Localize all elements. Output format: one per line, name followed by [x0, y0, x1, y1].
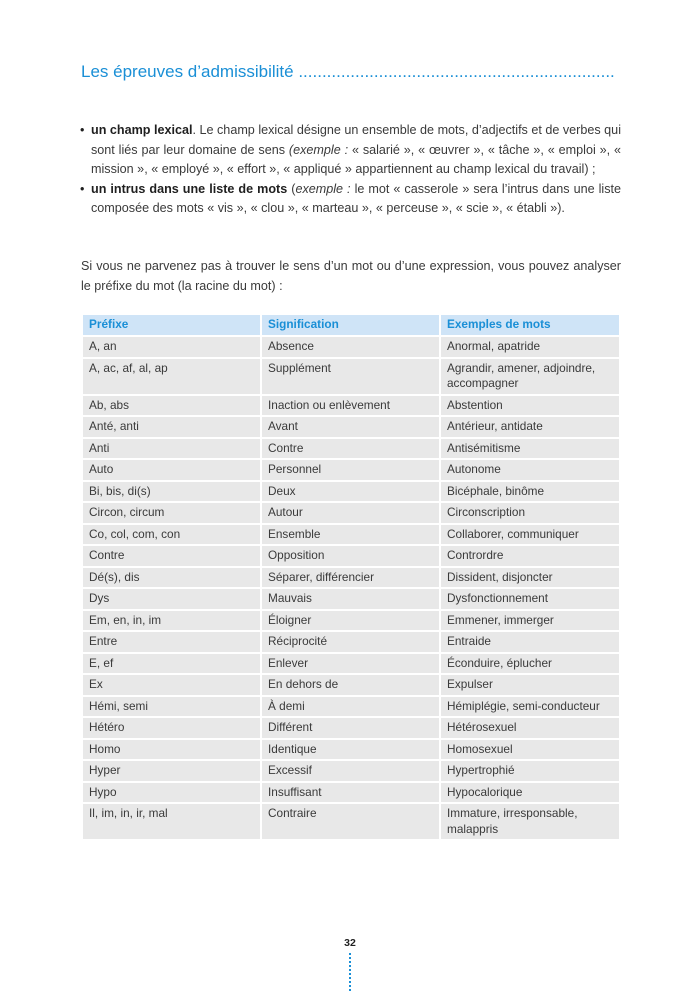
- cell-examples: Emmener, immerger: [440, 610, 620, 632]
- cell-examples: Collaborer, communiquer: [440, 524, 620, 546]
- column-header-prefix: Préfixe: [82, 314, 261, 336]
- cell-examples: Abstention: [440, 395, 620, 417]
- cell-examples: Antisémitisme: [440, 438, 620, 460]
- bullet-example-label: (exemple :: [288, 142, 349, 157]
- cell-examples: Immature, irresponsable, malappris: [440, 803, 620, 840]
- bullet-text: . Le champ lexical désigne un ensemble de mots, d’adjectifs et de verbes qui sont liés par leur domaine de sens: [91, 123, 621, 157]
- cell-examples: Anormal, apatride: [440, 336, 620, 358]
- table-row: [82, 739, 620, 761]
- cell-prefix: A, an: [82, 336, 261, 358]
- cell-meaning: Supplément: [261, 358, 440, 395]
- bullet-item: [81, 180, 621, 219]
- table-row: [82, 416, 620, 438]
- page-heading: Les épreuves d’admissibilité ...................................................................: [81, 62, 615, 81]
- page-decoration-dotted-line: [349, 953, 351, 991]
- table-row: [82, 524, 620, 546]
- prefix-table: [81, 313, 621, 841]
- cell-prefix: Anté, anti: [82, 416, 261, 438]
- bullet-term: un champ lexical: [91, 123, 193, 137]
- cell-examples: Antérieur, antidate: [440, 416, 620, 438]
- cell-examples: Hémiplégie, semi-conducteur: [440, 696, 620, 718]
- cell-meaning: Autour: [261, 502, 440, 524]
- cell-prefix: Em, en, in, im: [82, 610, 261, 632]
- cell-prefix: Auto: [82, 459, 261, 481]
- cell-prefix: Hypo: [82, 782, 261, 804]
- cell-prefix: Ex: [82, 674, 261, 696]
- cell-examples: Autonome: [440, 459, 620, 481]
- cell-prefix: Hyper: [82, 760, 261, 782]
- bullet-list: [81, 121, 621, 219]
- cell-examples: Agrandir, amener, adjoindre, accompagner: [440, 358, 620, 395]
- cell-meaning: En dehors de: [261, 674, 440, 696]
- table-row: [82, 545, 620, 567]
- cell-examples: Dysfonctionnement: [440, 588, 620, 610]
- cell-prefix: Entre: [82, 631, 261, 653]
- page-number: 32: [344, 937, 356, 949]
- cell-prefix: Homo: [82, 739, 261, 761]
- cell-examples: Expulser: [440, 674, 620, 696]
- table-row: [82, 336, 620, 358]
- cell-meaning: Contraire: [261, 803, 440, 840]
- cell-meaning: Éloigner: [261, 610, 440, 632]
- table-row: [82, 760, 620, 782]
- cell-prefix: Co, col, com, con: [82, 524, 261, 546]
- cell-examples: Entraide: [440, 631, 620, 653]
- table-row: [82, 481, 620, 503]
- cell-prefix: E, ef: [82, 653, 261, 675]
- cell-examples: Contrordre: [440, 545, 620, 567]
- intro-paragraph: Si vous ne parvenez pas à trouver le sens d’un mot ou d’une expression, vous pouvez analyser le préfixe du mot (la racine du mot) :: [81, 259, 621, 293]
- cell-prefix: Dys: [82, 588, 261, 610]
- cell-meaning: Personnel: [261, 459, 440, 481]
- cell-meaning: Identique: [261, 739, 440, 761]
- cell-examples: Circonscription: [440, 502, 620, 524]
- cell-meaning: Deux: [261, 481, 440, 503]
- bullet-text: (: [287, 181, 296, 196]
- cell-examples: Hypertrophié: [440, 760, 620, 782]
- table-row: [82, 782, 620, 804]
- cell-meaning: Insuffisant: [261, 782, 440, 804]
- table-body: [82, 336, 620, 840]
- cell-prefix: Contre: [82, 545, 261, 567]
- bullet-example-label: exemple :: [295, 181, 351, 196]
- bullet-item: [81, 121, 621, 180]
- cell-examples: Bicéphale, binôme: [440, 481, 620, 503]
- cell-prefix: A, ac, af, al, ap: [82, 358, 261, 395]
- cell-meaning: Séparer, différencier: [261, 567, 440, 589]
- table-header-row: [82, 314, 620, 336]
- cell-meaning: Excessif: [261, 760, 440, 782]
- cell-prefix: Bi, bis, di(s): [82, 481, 261, 503]
- bullet-example: le mot « casserole » sera l’intrus dans une liste composée des mots « vis », « clou », « marteau », « perceuse », « scie », « établi »).: [91, 181, 621, 215]
- cell-examples: Éconduire, éplucher: [440, 653, 620, 675]
- cell-meaning: À demi: [261, 696, 440, 718]
- cell-meaning: Absence: [261, 336, 440, 358]
- table-row: [82, 588, 620, 610]
- bullet-example: « salarié », « œuvrer », « tâche », « emploi », « mission », « employé », « effort », « appliqué » appartiennent au champ lexical du travail) ;: [91, 142, 621, 176]
- cell-prefix: Il, im, in, ir, mal: [82, 803, 261, 840]
- table-row: [82, 631, 620, 653]
- table-row: [82, 502, 620, 524]
- cell-meaning: Contre: [261, 438, 440, 460]
- cell-meaning: Enlever: [261, 653, 440, 675]
- table-row: [82, 567, 620, 589]
- cell-examples: Hypocalorique: [440, 782, 620, 804]
- cell-prefix: Hémi, semi: [82, 696, 261, 718]
- column-header-examples: Exemples de mots: [440, 314, 620, 336]
- column-header-meaning: Signification: [261, 314, 440, 336]
- cell-examples: Dissident, disjoncter: [440, 567, 620, 589]
- table-row: [82, 358, 620, 395]
- cell-meaning: Différent: [261, 717, 440, 739]
- table-row: [82, 696, 620, 718]
- cell-prefix: Ab, abs: [82, 395, 261, 417]
- table-row: [82, 674, 620, 696]
- table-row: [82, 459, 620, 481]
- cell-meaning: Opposition: [261, 545, 440, 567]
- table-row: [82, 395, 620, 417]
- cell-meaning: Inaction ou enlèvement: [261, 395, 440, 417]
- cell-examples: Hétérosexuel: [440, 717, 620, 739]
- cell-prefix: Dé(s), dis: [82, 567, 261, 589]
- cell-meaning: Ensemble: [261, 524, 440, 546]
- cell-examples: Homosexuel: [440, 739, 620, 761]
- table-row: [82, 803, 620, 840]
- cell-prefix: Circon, circum: [82, 502, 261, 524]
- cell-meaning: Mauvais: [261, 588, 440, 610]
- cell-meaning: Réciprocité: [261, 631, 440, 653]
- cell-prefix: Anti: [82, 438, 261, 460]
- cell-prefix: Hétéro: [82, 717, 261, 739]
- table-row: [82, 610, 620, 632]
- table-row: [82, 717, 620, 739]
- cell-meaning: Avant: [261, 416, 440, 438]
- table-row: [82, 653, 620, 675]
- table-row: [82, 438, 620, 460]
- bullet-term: un intrus dans une liste de mots: [91, 181, 288, 196]
